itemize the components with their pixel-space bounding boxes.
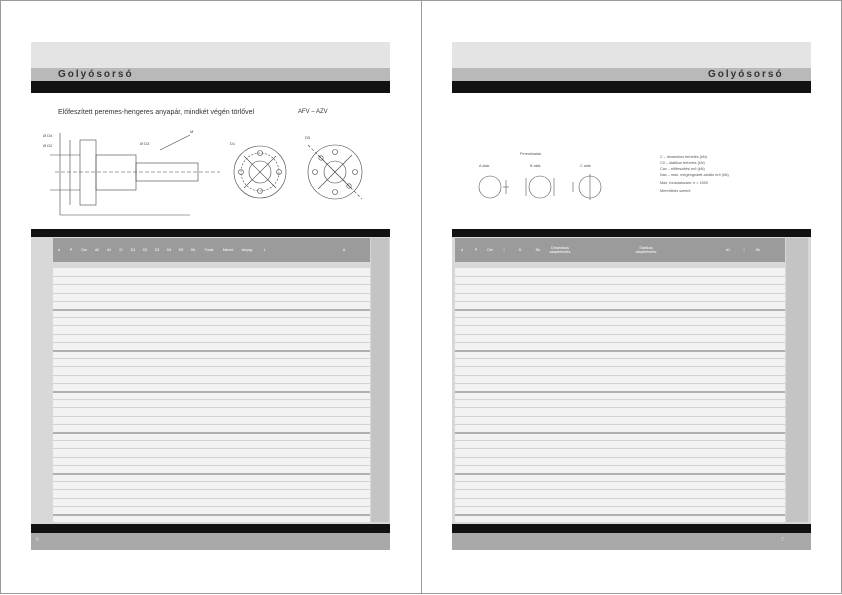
legend-line-static-load: C0 – statikus terhelés (kN) [660,161,705,165]
right-header-bar [452,81,811,93]
table-row-separator [53,448,370,449]
right-table-top-bar [452,229,811,237]
right-header-cell [659,238,679,262]
flange-shape-a-label: A alak [479,164,490,168]
drawing-label-d3: Ø D3 [140,141,150,146]
table-row-separator [53,358,370,359]
right-header-cell: d [460,247,464,252]
table-row-separator [455,498,785,499]
flange-shape-c-label: C alak [580,164,591,168]
table-row-separator [455,416,785,417]
flange-shape-b-label: B alak [530,164,541,168]
right-table-bottom-bar [452,524,811,533]
table-row-separator [53,424,370,425]
right-header-cell: Dw [487,247,493,252]
table-row-separator [53,473,370,475]
left-header-cell: D4 [166,247,172,252]
nut-technical-drawing [40,125,370,225]
left-header-cell [321,238,337,262]
table-row-separator [53,342,370,343]
table-row-separator [53,506,370,507]
drawing-label-d1: D1 [230,141,236,146]
table-row-separator [455,481,785,482]
table-row-separator [455,366,785,367]
legend-line-preload: Cax – előfeszítési erő (kN) [660,167,705,171]
left-header-cell: d1 [106,247,112,252]
table-row-separator [53,375,370,376]
table-row-separator [455,473,785,475]
right-header-cell [573,238,593,262]
left-header-cell: D3 [154,247,160,252]
table-row-separator [53,391,370,393]
right-header-cell [613,238,633,262]
left-header-cell: Dw [81,247,87,252]
table-row-separator [53,399,370,400]
table-row-separator [53,481,370,482]
flange-shapes-drawing [470,170,610,205]
left-header-cell: L [263,247,267,252]
legend-line-max-speed: Max. fordulatszám: n = 1500 [660,181,709,185]
table-row-separator [455,375,785,376]
left-header-cell: l0 [119,247,123,252]
left-header-cell: Db [190,247,196,252]
right-header-cell: Dinamikus alapterhelés [549,245,571,254]
table-row-separator [53,383,370,384]
right-header-cell: Statikus alapterhelés [635,245,657,254]
left-header-cell: d2 [94,247,100,252]
left-subtitle: Előfeszített peremes-hengeres anyapár, mindkét végén törlővel [58,109,255,116]
right-footer-band [452,533,811,550]
right-header-cell: Dk [755,247,761,252]
right-page-title: Golyósorsó [708,69,784,80]
table-row-separator [455,342,785,343]
table-row-separator [53,325,370,326]
legend-line-tolerance: Mérettűrés szerint [660,189,691,193]
table-row-separator [53,350,370,352]
table-row-separator [455,489,785,490]
table-row-separator [53,416,370,417]
table-row-separator [455,293,785,294]
table-row-separator [455,350,785,352]
right-table-side-column [786,238,808,522]
drawing-label-d4: Ø D4 [43,133,53,138]
left-header-cell [305,238,321,262]
table-row-separator [53,465,370,466]
left-header-cell: P [69,247,73,252]
left-footer-band [31,533,390,550]
table-row-separator [455,457,785,458]
right-header-cell: Dk [535,247,541,252]
table-row-separator [455,448,785,449]
left-table-body [53,268,370,522]
table-row-separator [53,301,370,302]
right-header-cell [679,238,699,262]
table-row-separator [455,276,785,277]
table-row-separator [455,317,785,318]
right-header-cell: D [518,247,522,252]
table-row-separator [455,424,785,425]
table-row-separator [53,514,370,516]
left-header-cell [273,238,289,262]
table-row-separator [455,506,785,507]
table-row-separator [53,440,370,441]
left-page-number: 6 [36,537,39,543]
drawing-label-m: M [190,129,194,134]
drawing-label-d2: Ø D2 [43,143,53,148]
right-header-cell [699,238,719,262]
table-row-separator [455,514,785,516]
table-row-separator [455,440,785,441]
table-row-separator [455,383,785,384]
table-row-separator [53,366,370,367]
right-header-cell: P [474,247,478,252]
left-header-cell: d [57,247,61,252]
table-row-separator [455,391,785,393]
table-row-separator [455,334,785,335]
table-row-separator [53,276,370,277]
legend-line-dynamic-load: C – dinamikus terhelés (kN) [660,155,707,159]
table-row-separator [53,407,370,408]
table-row-separator [455,465,785,466]
flange-legend-title: Peremkialak. [520,152,542,156]
table-row-separator [53,284,370,285]
left-header-cell: Furat [204,247,214,252]
left-table-top-bar [31,229,390,237]
table-row-separator [455,407,785,408]
left-header-cell: D5 [178,247,184,252]
right-table-body [455,268,785,522]
left-table-bottom-bar [31,524,390,533]
table-row-separator [53,432,370,434]
left-header-cell: Menet [222,247,234,252]
table-row-separator [455,399,785,400]
table-row-separator [53,457,370,458]
table-row-separator [53,317,370,318]
left-table-side-column [371,238,389,522]
left-subtitle-code: AFV – AZV [298,109,328,115]
right-header-cell: l [503,247,505,252]
legend-list [660,154,800,194]
left-header-cell: A [342,247,346,252]
table-row-separator [53,498,370,499]
legend-line-max-axial: Nax – max. megengedett axiális erő (kN) [660,173,729,177]
drawing-label-d5: D5 [305,135,311,140]
left-header-cell: D2 [142,247,148,252]
table-row-separator [53,489,370,490]
table-row-separator [455,358,785,359]
table-row-separator [455,325,785,326]
right-page-number: 7 [781,537,784,543]
left-header-cell: Anyag [241,247,253,252]
right-table-header [455,238,785,262]
table-row-separator [53,309,370,311]
left-page-title: Golyósorsó [58,69,134,80]
left-header-cell: D1 [130,247,136,252]
table-row-separator [455,309,785,311]
left-header-bar [31,81,390,93]
table-row-separator [53,293,370,294]
table-row-separator [455,432,785,434]
right-header-cell: d1 [725,247,731,252]
table-row-separator [455,284,785,285]
right-header-cell: l [743,247,745,252]
left-header-cell [289,238,305,262]
left-table-header [53,238,370,262]
table-row-separator [53,334,370,335]
right-header-cell [593,238,613,262]
table-row-separator [455,301,785,302]
